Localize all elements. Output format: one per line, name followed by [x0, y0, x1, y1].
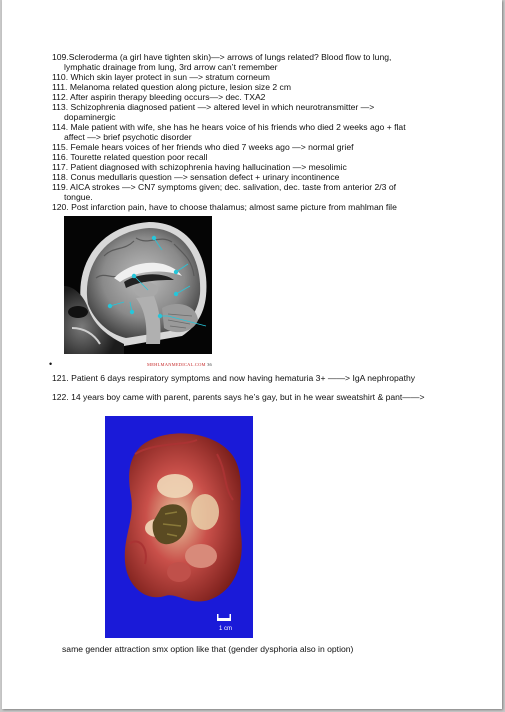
line-116: 116. Tourette related question poor recall [52, 152, 208, 162]
line-119: 119. AICA strokes —> CN7 symptoms given; dec. salivation, dec. taste from anterior 2/3 of [52, 182, 396, 192]
line-112: 112. After aspirin therapy bleeding occurs—> dec. TXA2 [52, 92, 266, 102]
line-113-cont: dopaminergic [64, 112, 116, 122]
line-110: 110. Which skin layer protect in sun —> stratum corneum [52, 72, 270, 82]
line-113: 113. Schizophrenia diagnosed patient —> altered level in which neurotransmitter —> [52, 102, 375, 112]
line-117: 117. Patient diagnosed with schizophrenia having hallucination —> mesolimic [52, 162, 347, 172]
line-114: 114. Male patient with wife, she has he hears voice of his friends who died 2 weeks ago + flat [52, 122, 406, 132]
line-109-cont: lymphatic drainage from lung, 3rd arrow can’t remember [64, 62, 278, 72]
line-114-cont: affect —> brief psychotic disorder [64, 132, 192, 142]
line-109: 109.Scleroderma (a girl have tighten skin)—> arrows of lungs related? Blood flow to lung, [52, 52, 392, 62]
watermark [147, 362, 212, 367]
watermark-text: MEHLMANMEDICAL.COM [147, 362, 206, 367]
scale-bar-label: 1 cm [219, 626, 233, 632]
document-page [2, 0, 502, 709]
line-122: 122. 14 years boy came with parent, parents says he’s gay, but in he wear sweatshirt & pant——> [52, 392, 425, 402]
answer-text: same gender attraction smx option like that (gender dysphoria also in option) [62, 644, 354, 654]
line-111: 111. Melanoma related question along picture, lesion size 2 cm [52, 82, 292, 92]
watermark-page: 36 [207, 362, 212, 367]
kidney-specimen-image [105, 416, 253, 638]
line-115: 115. Female hears voices of her friends who died 7 weeks ago —> normal grief [52, 142, 354, 152]
line-120: 120. Post infarction pain, have to choose thalamus; almost same picture from mahlman file [52, 202, 397, 212]
line-119-cont: tongue. [64, 192, 93, 202]
line-118: 118. Conus medullaris question —> sensation defect + urinary incontinence [52, 172, 340, 182]
line-121: 121. Patient 6 days respiratory symptoms and now having hematuria 3+ ——> IgA nephropathy [52, 373, 416, 383]
bullet-marker: • [49, 359, 53, 369]
brain-mri-image [64, 216, 212, 354]
